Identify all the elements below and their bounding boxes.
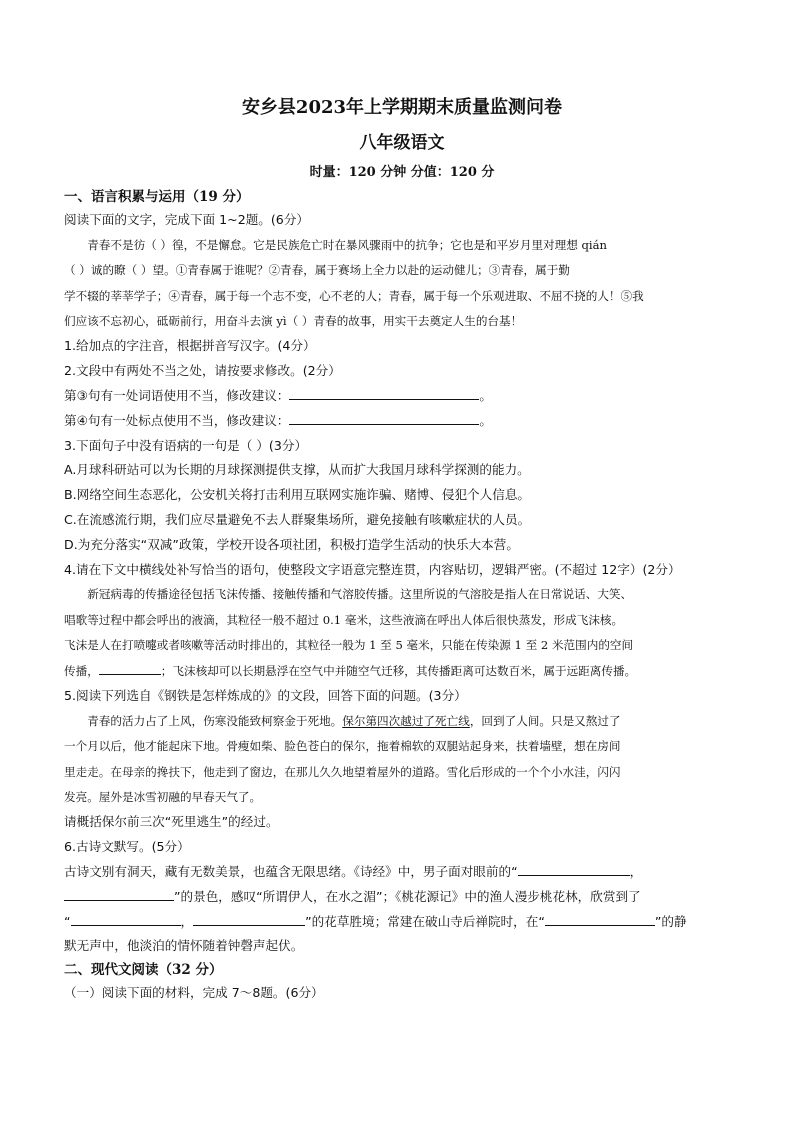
passage-4-line: 新冠病毒的传播途径包括飞沫传播、接触传播和气溶胶传播。这里所说的气溶胶是指人在日常说话、大笑、 bbox=[87, 587, 633, 602]
question-6-text: 古诗文别有洞天，藏有无数美景，也蕴含无限思绪。《诗经》中，男子面对眼前的“ bbox=[64, 864, 518, 880]
passage-5-line: 一个月以后，他才能起床下地。骨瘦如柴、脸色苍白的保尔，拖着棉软的双腿站起身来，扶着墙壁，想在房间 bbox=[64, 739, 621, 754]
passage-5-line: 发亮。屋外是冰雪初融的早春天气了。 bbox=[64, 790, 262, 805]
section-2-intro: （一）阅读下面的材料，完成 7～8题。(6分） bbox=[64, 985, 324, 1001]
question-2b-text: 第④句有一处标点使用不当，修改建议： bbox=[64, 412, 290, 428]
answer-blank[interactable] bbox=[99, 660, 161, 675]
question-6-text: ”的景色，感叹“所谓伊人，在水之湄”；《桃花源记》中的渔人漫步桃花林，欣赏到了 bbox=[174, 888, 641, 904]
question-2a bbox=[64, 384, 740, 409]
option-a: A.月球科研站可以为长期的月球探测提供支撑，从而扩大我国月球科学探测的能力。 bbox=[64, 462, 530, 478]
question-5-prompt: 请概括保尔前三次“死里逃生”的经过。 bbox=[64, 814, 279, 830]
passage-1 bbox=[64, 233, 740, 335]
option-b: B.网络空间生态恶化，公安机关将打击利用互联网实施诈骗、赌博、侵犯个人信息。 bbox=[64, 487, 531, 503]
period: 。 bbox=[479, 412, 492, 428]
passage-4-text: 传播， bbox=[64, 663, 99, 678]
option-d: D.为充分落实“双减”政策，学校开设各项社团，积极打造学生活动的快乐大本营。 bbox=[64, 536, 519, 552]
answer-blank[interactable] bbox=[518, 861, 630, 876]
question-4: 4.请在下文中横线处补写恰当的语句，使整段文字语意完整连贯，内容贴切，逻辑严密。(不超过 12字）(2分） bbox=[64, 561, 681, 577]
passage-5-text: ，回到了人间。只是又熬过了 bbox=[469, 713, 621, 728]
question-6-text: ， bbox=[180, 913, 194, 929]
exam-meta: 时量：120 分钟 分值：120 分 bbox=[309, 165, 495, 180]
option-c: C.在流感流行期，我们应尽量避免不去人群聚集场所，避免接触有咳嗽症状的人员。 bbox=[64, 512, 531, 527]
question-6-line bbox=[64, 860, 740, 885]
question-2a-text: 第③句有一处词语使用不当，修改建议： bbox=[64, 388, 290, 404]
question-6-line bbox=[64, 885, 740, 910]
passage-1-line: 青春不是彷（ ）徨，不是懈怠。它是民族危亡时在暴风骤雨中的抗争；它也是和平岁月里对理想 qián bbox=[87, 237, 608, 252]
question-6-text: ， bbox=[629, 864, 643, 880]
passage-5 bbox=[64, 709, 740, 811]
section-1-heading: 一、语言积累与运用（19 分） bbox=[64, 189, 250, 205]
passage-5-line: 里走走。在母亲的搀扶下，他走到了窗边，在那儿久久地望着屋外的道路。雪化后形成的一个个小水洼，闪闪 bbox=[64, 764, 621, 779]
question-6: 6.古诗文默写。(5分） bbox=[64, 839, 190, 855]
question-6-text: ”的花草胜境；常建在破山寺后禅院时，在“ bbox=[305, 913, 545, 929]
answer-blank[interactable] bbox=[71, 911, 181, 926]
passage-4-line: 唱歌等过程中都会呼出的液滴，其粒径一般不超过 0.1 毫米，这些液滴在呼出人体后很快蒸发，形成飞沫核。 bbox=[64, 612, 624, 627]
question-3: 3.下面句子中没有语病的一句是（ ）(3分） bbox=[64, 437, 308, 453]
answer-blank[interactable] bbox=[64, 886, 174, 901]
question-6-text: “ bbox=[64, 913, 71, 929]
question-6-text: ”的静 bbox=[654, 913, 687, 929]
section-2-heading: 二、现代文阅读（32 分） bbox=[64, 962, 223, 979]
answer-blank[interactable] bbox=[193, 911, 305, 926]
answer-blank[interactable] bbox=[289, 385, 479, 400]
passage-1-line: （ ）诚的瞭（ ）望。①青春属于谁呢？②青春，属于赛场上全力以赴的运动健儿；③青春，属于勤 bbox=[64, 263, 570, 278]
question-6-line bbox=[64, 910, 740, 935]
passage-4-line bbox=[64, 659, 740, 684]
answer-blank[interactable] bbox=[289, 410, 479, 425]
passage-1-line: 们应该不忘初心，砥砺前行，用奋斗去演 yì（ ）青春的故事，用实干去奠定人生的台基！ bbox=[64, 314, 523, 329]
passage-1-line: 学不辍的莘莘学子；④青春，属于每一个志不变，心不老的人；青春，属于每一个乐观进取、不屈不挠的人！⑤我 bbox=[64, 288, 644, 303]
passage-4-line: 飞沫是人在打喷嚏或者咳嗽等活动时排出的，其粒径一般为 1 至 5 毫米，只能在传染源 1 至 2 米范围内的空间 bbox=[64, 638, 634, 653]
exam-title: 安乡县2023年上学期期末质量监测问卷 bbox=[241, 97, 563, 118]
question-6-line: 默无声中，他淡泊的情怀随着钟磬声起伏。 bbox=[64, 938, 304, 954]
passage-5-text: 青春的活力占了上风，伤寒没能致柯察金于死地。 bbox=[87, 713, 343, 728]
question-2b bbox=[64, 409, 740, 434]
question-2: 2.文段中有两处不当之处，请按要求修改。(2分） bbox=[64, 363, 341, 379]
question-5: 5.阅读下列选自《钢铁是怎样炼成的》的文段，回答下面的问题。(3分） bbox=[64, 688, 467, 704]
passage-4 bbox=[64, 582, 740, 684]
section-1-intro: 阅读下面的文字，完成下面 1~2题。(6分） bbox=[64, 212, 310, 227]
underlined-sentence: 保尔第四次越过了死亡线 bbox=[342, 713, 470, 728]
passage-5-line bbox=[64, 709, 740, 734]
exam-subtitle: 八年级语文 bbox=[359, 133, 445, 153]
passage-4-text: ；飞沫核却可以长期悬浮在空气中并随空气迁移，其传播距离可达数百米，属于远距离传播。 bbox=[160, 663, 637, 678]
question-1: 1.给加点的字注音，根据拼音写汉字。(4分） bbox=[64, 338, 316, 354]
period: 。 bbox=[479, 388, 492, 404]
exam-page bbox=[64, 96, 740, 1006]
answer-blank[interactable] bbox=[545, 911, 655, 926]
